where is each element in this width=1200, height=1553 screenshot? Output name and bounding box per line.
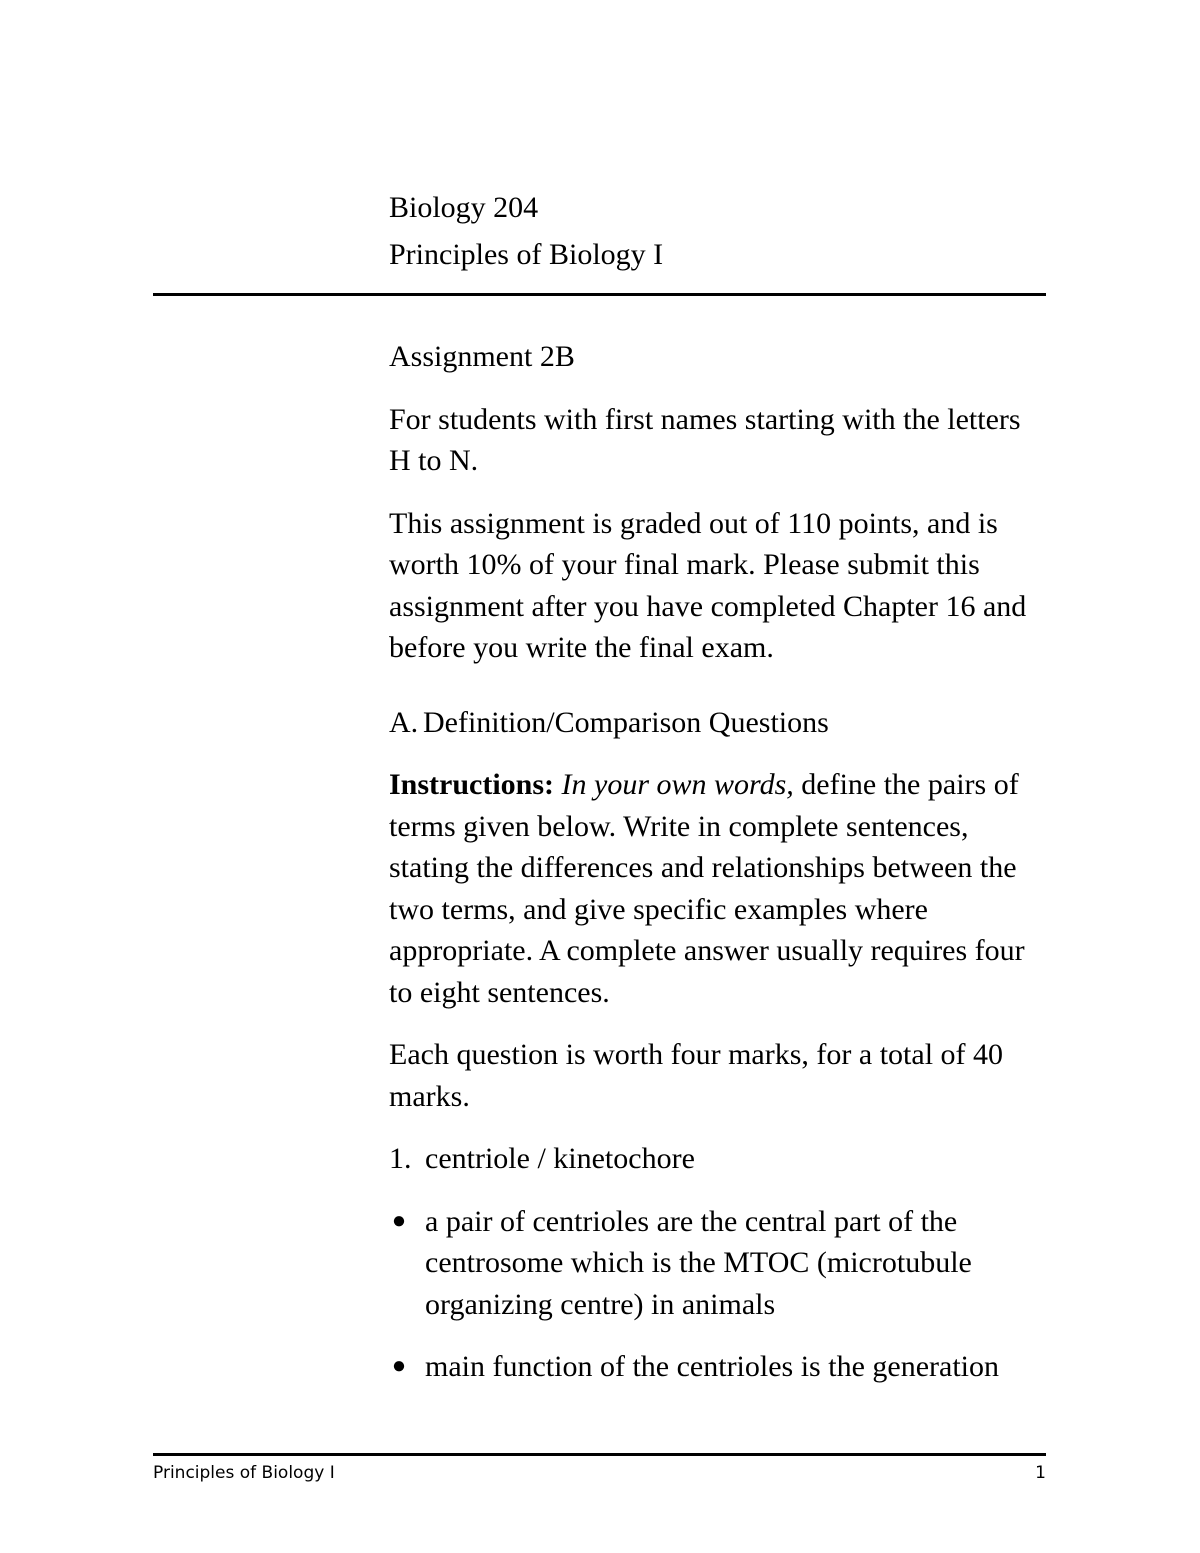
footer-divider xyxy=(153,1453,1046,1456)
instructions-label: Instructions: xyxy=(389,768,555,801)
instructions-emphasis: In your own words, xyxy=(561,768,794,801)
marks-note: Each question is worth four marks, for a total of 40 marks. xyxy=(389,1038,1004,1113)
course-code: Biology 204 xyxy=(389,191,539,224)
audience-note: For students with first names starting with the letters H to N. xyxy=(389,402,1021,477)
bullet-text: main function of the centrioles is the generation xyxy=(425,1350,999,1383)
instructions-text: define the pairs of terms given below. Write in complete sentences, stating the differences and relationships between the two terms, and give specific examples where appropriate. A complete answer usually requires four to eight sentences. xyxy=(389,768,1025,1009)
grading-note: This assignment is graded out of 110 points, and is worth 10% of your final mark. Please submit this assignment after you have completed Chapter 16 and before you write the final exam. xyxy=(389,506,1027,664)
course-title: Principles of Biology I xyxy=(389,238,664,271)
bullet-item xyxy=(389,1201,1049,1326)
bullet-text: a pair of centrioles are the central part of the centrosome which is the MTOC (microtubule organizing centre) in animals xyxy=(425,1204,972,1321)
section-heading xyxy=(389,702,1049,744)
assignment-title: Assignment 2B xyxy=(389,340,575,373)
bullet-icon: ● xyxy=(391,1353,407,1379)
section-marker: A. xyxy=(389,705,419,739)
bullet-icon: ● xyxy=(391,1207,407,1234)
question-terms: centriole / kinetochore xyxy=(425,1142,695,1175)
question-number: 1. xyxy=(389,1142,412,1175)
bullet-item xyxy=(389,1346,1049,1388)
header-divider xyxy=(153,293,1046,296)
instructions-paragraph xyxy=(389,764,1049,1013)
section-title: Definition/Comparison Questions xyxy=(423,705,829,739)
assignment-body xyxy=(389,336,1049,1388)
footer-title: Principles of Biology I xyxy=(153,1463,335,1483)
page-number: 1 xyxy=(1035,1463,1046,1483)
question-item xyxy=(389,1138,1049,1180)
